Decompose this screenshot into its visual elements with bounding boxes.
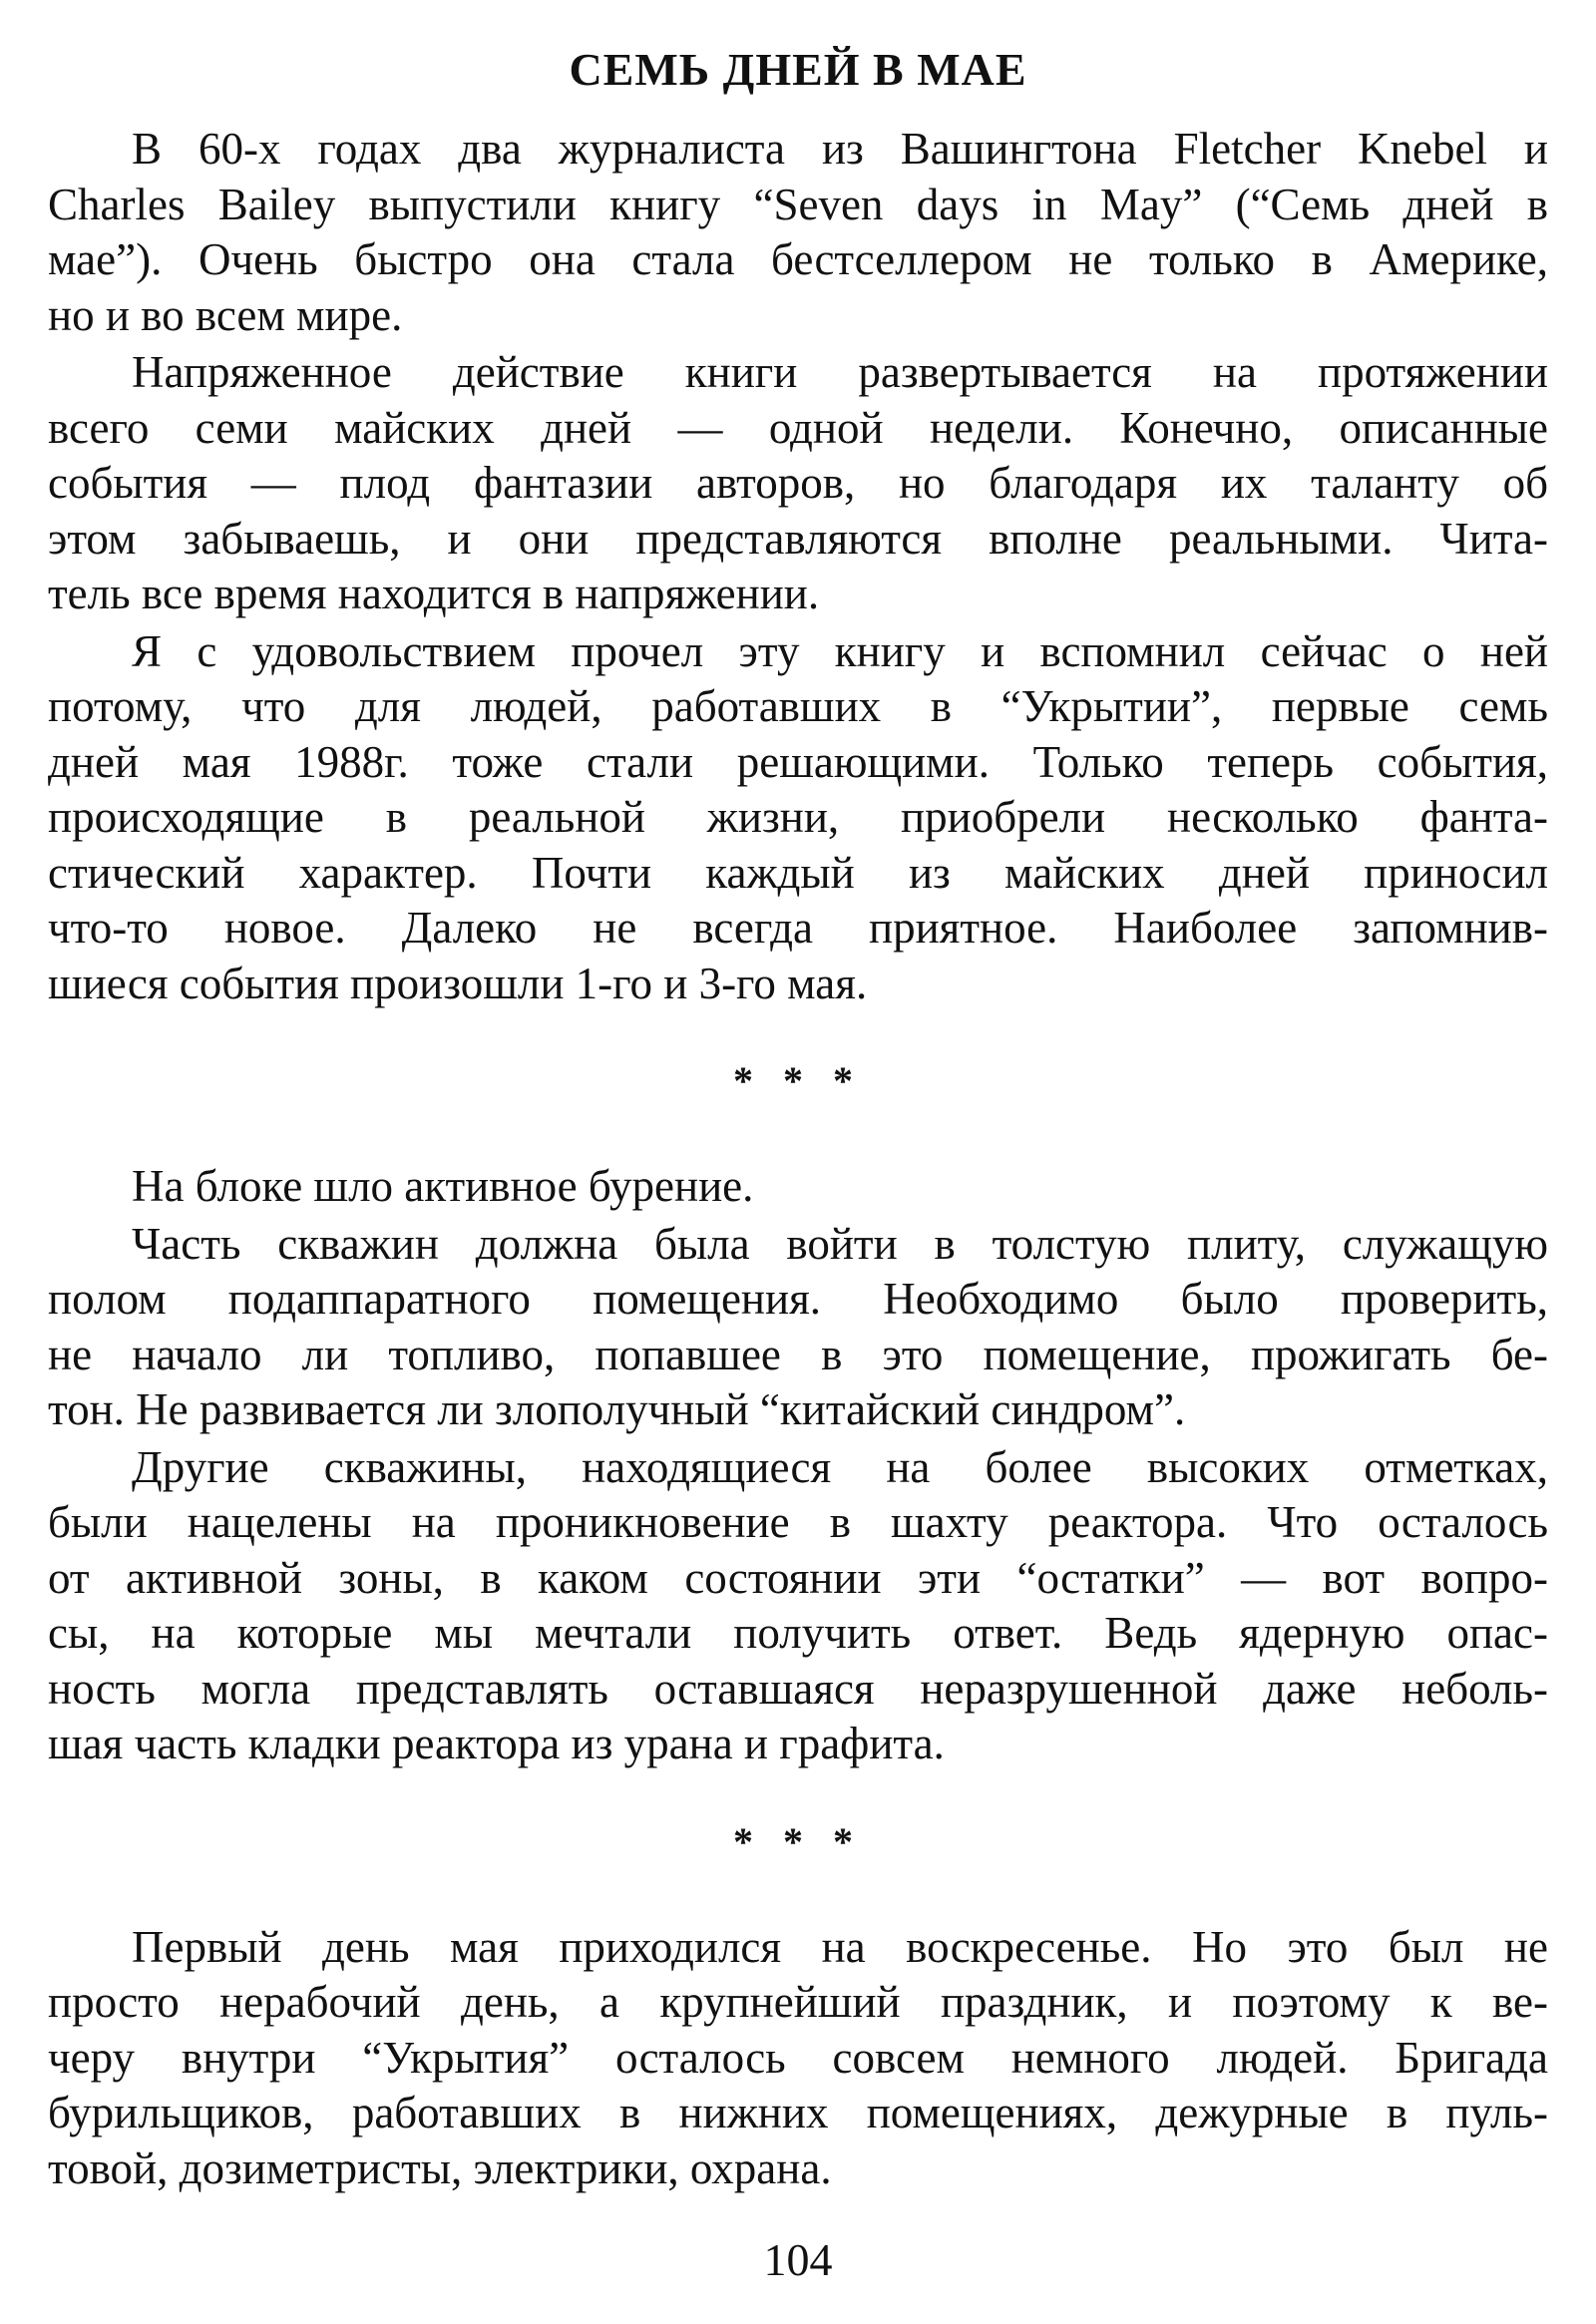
text-line: но и во всем мире. [48,289,403,340]
text-line: были нацелены на проникновение в шахту реактора. Что осталось [48,1497,1548,1547]
text-line: полом подаппаратного помещения. Необходимо было проверить, [48,1274,1548,1324]
text-line: просто нерабочий день, а крупнейший праздник, и поэтому к ве- [48,1977,1548,2027]
text-line: тон. Не развивается ли злополучный “китайский синдром”. [48,1384,1186,1434]
paragraph-1 [48,122,1548,343]
text-line: всего семи майских дней — одной недели. Конечно, описанные [48,402,1548,453]
text-line: этом забываешь, и они представляются вполне реальными. Чита- [48,513,1548,564]
text-line: стический характер. Почти каждый из майских дней приносил [48,847,1548,898]
paragraph-3 [48,624,1548,1012]
chapter-title: СЕМЬ ДНЕЙ В МАЕ [569,44,1027,95]
section-2 [48,1159,1548,1772]
text-line: Часть скважин должна была войти в толстую плиту, служащую [132,1218,1548,1269]
section-1 [48,122,1548,1011]
text-line: ность могла представлять оставшаяся неразрушенной даже неболь- [48,1663,1548,1714]
text-line: шиеся события произошли 1-го и 3-го мая. [48,958,868,1008]
text-line: В 60-х годах два журналиста из Вашингтона Fletcher Knebel и [132,124,1548,174]
text-line: На блоке шло активное бурение. [132,1161,754,1211]
text-line: от активной зоны, в каком состоянии эти “остатки” — вот вопро- [48,1552,1548,1603]
text-line: черу внутри “Укрытия” осталось совсем немного людей. Бригада [48,2032,1548,2083]
text-line: тель все время находится в напряжении. [48,569,820,618]
paragraph-5 [48,1217,1548,1438]
page-number: 104 [763,2234,833,2285]
text-line: происходящие в реальной жизни, приобрели несколько фанта- [48,792,1548,842]
text-line: сы, на которые мы мечтали получить ответ. Ведь ядерную опас- [48,1608,1548,1658]
paragraph-4 [48,1159,1548,1215]
section-separator-2: * * * [733,1818,863,1864]
text-line: товой, дозиметристы, электрики, охрана. [48,2142,832,2193]
paragraph-2 [48,345,1548,622]
text-line: мае”). Очень быстро она стала бестселлером не только в Америке, [48,234,1548,284]
text-line: не начало ли топливо, попавшее в это помещение, прожигать бе- [48,1329,1548,1379]
text-line: Charles Bailey выпустили книгу “Seven days in May” (“Семь дней в [48,179,1548,229]
text-line: Я с удовольствием прочел эту книгу и вспомнил сейчас о ней [132,625,1548,676]
text-line: потому, что для людей, работавших в “Укрытии”, первые семь [48,681,1548,731]
text-line: Другие скважины, находящиеся на более высоких отметках, [132,1441,1548,1492]
text-line: бурильщиков, работавших в нижних помещениях, дежурные в пуль- [48,2088,1548,2137]
text-line: события — плод фантазии авторов, но благодаря их таланту об [48,458,1548,508]
text-line: шая часть кладки реактора из урана и графита. [48,1719,945,1768]
section-3 [48,1920,1548,2197]
text-line: дней мая 1988г. тоже стали решающими. Только теперь события, [48,736,1548,787]
text-line: Напряженное действие книги развертывается на протяжении [132,347,1548,397]
text-line: что-то новое. Далеко не всегда приятное. Наиболее запомнив- [48,903,1548,953]
paragraph-7 [48,1920,1548,2197]
paragraph-6 [48,1440,1548,1772]
text-line: Первый день мая приходился на воскресенье. Но это был не [132,1921,1548,1972]
section-separator-1: * * * [733,1058,863,1103]
